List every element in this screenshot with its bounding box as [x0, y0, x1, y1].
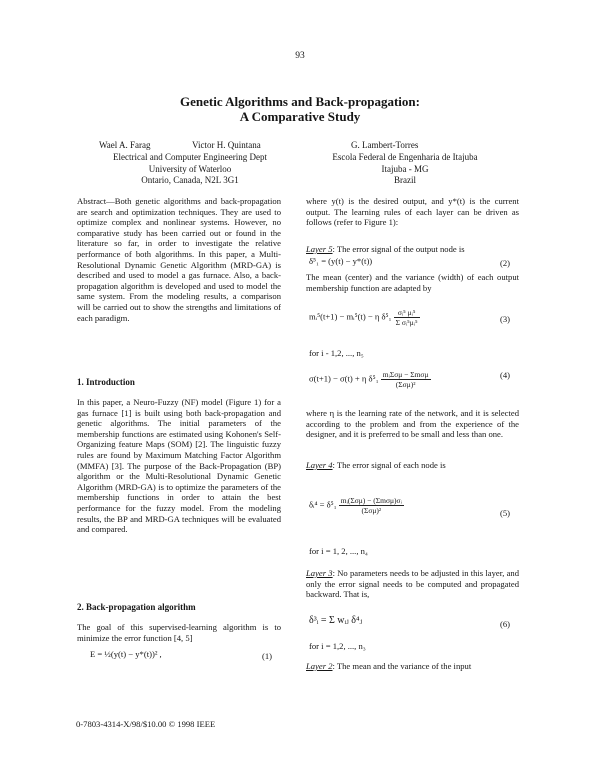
equation-3-number: (3) — [500, 314, 511, 324]
equation-6-range: for i = 1,2, ..., n₃ — [309, 641, 366, 651]
equation-4-lhs: σ(t+1) − σ(t) + η δ⁵₁ — [309, 373, 379, 384]
affil-2-line-2: Itajuba - MG — [381, 163, 429, 174]
layer-4-text: : The error signal of each node is — [332, 460, 446, 470]
equation-4-fraction: $\frac{\text{mᵢΣσμ − Σmσμ}}{\text{(Σσμ)²}}$ — [382, 370, 429, 389]
layer-3-paragraph — [306, 568, 519, 600]
title-line-2: A Comparative Study — [239, 109, 361, 124]
layer-5-label: Layer 5 — [306, 244, 333, 254]
layer-4-paragraph — [306, 460, 519, 471]
mean-variance-text: The mean (center) and the variance (width) of each output membership function are adapted by — [306, 272, 519, 293]
author-3: G. Lambert-Torres — [351, 140, 419, 150]
affil-1-line-2: University of Waterloo — [148, 163, 232, 174]
layer-5-paragraph — [306, 244, 519, 255]
equation-5-fraction: $\frac{\text{mᵢ(Σσμ) − (Σmσμ)σᵢ}}{\text{(Σσμ)²}}$ — [340, 496, 402, 515]
abstract: Abstract—Both genetic algorithms and back-propagation are search and optimization techniques. They are used to optimize complex and nonlinear systems. However, no comparative study has been carried out or found in the literature so far, in order to investigate the relative performance of both algorithms. In this paper, a Multi-Resolutional Dynamic Genetic Algorithm (MRD-GA) is described and used to model a gas furnace. Also, a back-propagation algorithm is developed and used to model the same system. From the modeling results, a comparison will be carried out to show the strengths and limitations of each paradigm. — [77, 196, 281, 323]
equation-2: δ⁵₁ = (y(t) − y*(t)) — [309, 256, 373, 266]
equation-3-lhs: mᵢ⁵(t+1) − mᵢ⁵(t) − η δ⁵₁ — [309, 311, 392, 322]
equation-5-range: for i = 1, 2, ..., n₄ — [309, 546, 368, 556]
affil-1-line-3: Ontario, Canada, N2L 3G1 — [141, 175, 239, 185]
equation-1: E = ½(y(t) − y*(t))² , — [90, 649, 162, 659]
author-2: Victor H. Quintana — [192, 140, 261, 150]
equation-3-range: for i - 1,2, ..., n₅ — [309, 348, 364, 358]
layer-3-label: Layer 3 — [306, 568, 333, 578]
section-1-heading: 1. Introduction — [77, 377, 135, 387]
equation-4-number: (4) — [500, 370, 511, 380]
equation-3 — [309, 308, 420, 327]
layer-3-text: : No parameters needs to be adjusted in this layer, and only the error signal needs to be computed and propagated backward. That is, — [306, 568, 520, 600]
affil-2-line-1: Escola Federal de Engenharia de Itajuba — [332, 152, 478, 162]
right-intro: where y(t) is the desired output, and y*(t) is the current output. The learning rules of each layer can be driven as follows (refer to Figure 1): — [306, 196, 519, 228]
equation-5-number: (5) — [500, 508, 511, 518]
layer-5-text: : The error signal of the output node is — [332, 244, 465, 254]
equation-4 — [309, 370, 431, 389]
equation-6-number: (6) — [500, 619, 511, 629]
paper-title — [0, 94, 600, 124]
equation-5: δᵢ⁴ = δ⁵₁ $\frac{\text{mᵢ(Σσμ) − (Σmσμ)σᵢ}}{\text{(Σσμ)²}}$ — [309, 496, 402, 515]
equation-2-number: (2) — [500, 258, 511, 268]
layer-4-label: Layer 4 — [306, 460, 333, 470]
affiliation-1 — [90, 152, 290, 187]
page-number: 93 — [295, 51, 305, 61]
author-1: Wael A. Farag — [99, 140, 151, 150]
section-1-body: In this paper, a Neuro-Fuzzy (NF) model (Figure 1) for a gas furnace [1] is built using both back-propagation and genetic algorithms. The initial parameters of the membership functions are estimated using Kohonen's Self-Organizing feature Maps (SOM) [2]. The linguistic fuzzy rules are found by Maximum Matching Factor Algorithm (MMFA) [3]. The purpose of the Back-Propagation (BP) algorithm or the Multi-Resolutional Dynamic Genetic Algorithm (MRD-GA) is to optimize the parameters of the membership functions in order to attain the best performance for the fuzzy model. From the modeling results, the BP and MRD-GA techniques will be evaluated and compared. — [77, 397, 281, 535]
layer-2-label: Layer 2 — [306, 661, 333, 671]
section-2-body: The goal of this supervised-learning algorithm is to minimize the error function [4, 5] — [77, 622, 281, 643]
title-line-1: Genetic Algorithms and Back-propagation: — [180, 94, 420, 109]
affiliation-2 — [315, 152, 495, 187]
affil-1-line-1: Electrical and Computer Engineering Dept — [113, 152, 267, 162]
eta-paragraph: where η is the learning rate of the network, and it is selected according to the problem and from the experience of the designer, and it is preferred to be small and less than one. — [306, 408, 519, 440]
layer-2-paragraph — [306, 661, 519, 672]
affil-2-line-3: Brazil — [394, 175, 416, 185]
section-2-heading: 2. Back-propagation algorithm — [77, 602, 196, 612]
equation-6: δ³ᵢ = Σ wᵢⱼ δ⁴ⱼ — [309, 615, 363, 626]
copyright-footer: 0-7803-4314-X/98/$10.00 © 1998 IEEE — [76, 719, 216, 729]
equation-1-number: (1) — [262, 651, 273, 661]
equation-3-fraction: $\frac{\text{σᵢ⁵ μᵢ⁵}}{\text{Σ σᵢ⁵μᵢ⁵}}$ — [395, 308, 418, 327]
layer-2-text: : The mean and the variance of the input — [332, 661, 472, 671]
